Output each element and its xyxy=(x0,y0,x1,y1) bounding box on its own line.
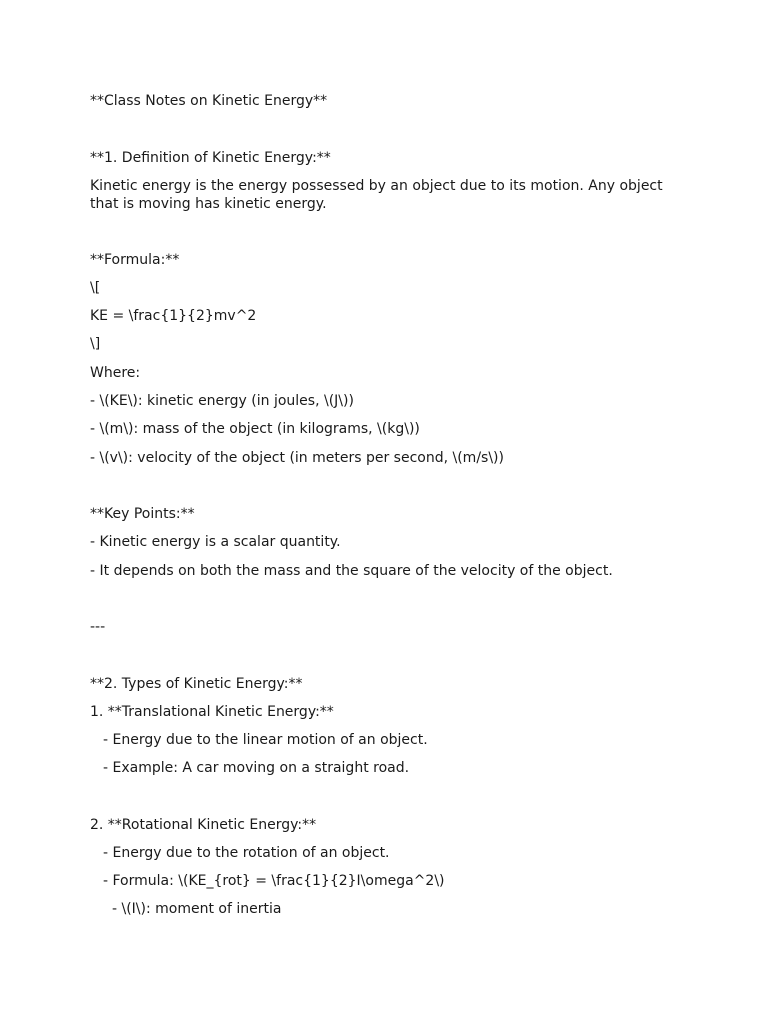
type-2-subitem: - \(I\): moment of inertia xyxy=(112,901,282,917)
where-item: - \(m\): mass of the object (in kilograms, \(kg\)) xyxy=(90,421,420,437)
key-points-label: **Key Points:** xyxy=(90,506,195,522)
section-1-heading: **1. Definition of Kinetic Energy:** xyxy=(90,150,331,166)
type-2-item: - Energy due to the rotation of an object. xyxy=(103,845,390,861)
formula-open: \[ xyxy=(90,280,101,296)
definition-paragraph: Kinetic energy is the energy possessed by an object due to its motion. Any object that is moving has kinetic energy. xyxy=(90,178,668,212)
formula-expression: KE = \frac{1}{2}mv^2 xyxy=(90,308,257,324)
type-1-title: 1. **Translational Kinetic Energy:** xyxy=(90,704,334,720)
key-point-item: - It depends on both the mass and the square of the velocity of the object. xyxy=(90,563,613,579)
formula-close: \] xyxy=(90,336,101,352)
document-title: **Class Notes on Kinetic Energy** xyxy=(90,93,328,109)
where-item: - \(v\): velocity of the object (in meters per second, \(m/s\)) xyxy=(90,450,504,466)
section-separator: --- xyxy=(90,619,106,635)
where-label: Where: xyxy=(90,365,141,381)
type-1-item: - Example: A car moving on a straight road. xyxy=(103,760,410,776)
section-2-heading: **2. Types of Kinetic Energy:** xyxy=(90,676,303,692)
key-point-item: - Kinetic energy is a scalar quantity. xyxy=(90,534,341,550)
type-2-title: 2. **Rotational Kinetic Energy:** xyxy=(90,817,317,833)
type-2-item: - Formula: \(KE_{rot} = \frac{1}{2}I\omega^2\) xyxy=(103,873,445,889)
type-1-item: - Energy due to the linear motion of an object. xyxy=(103,732,428,748)
where-item: - \(KE\): kinetic energy (in joules, \(J\)) xyxy=(90,393,354,409)
formula-label: **Formula:** xyxy=(90,252,180,268)
